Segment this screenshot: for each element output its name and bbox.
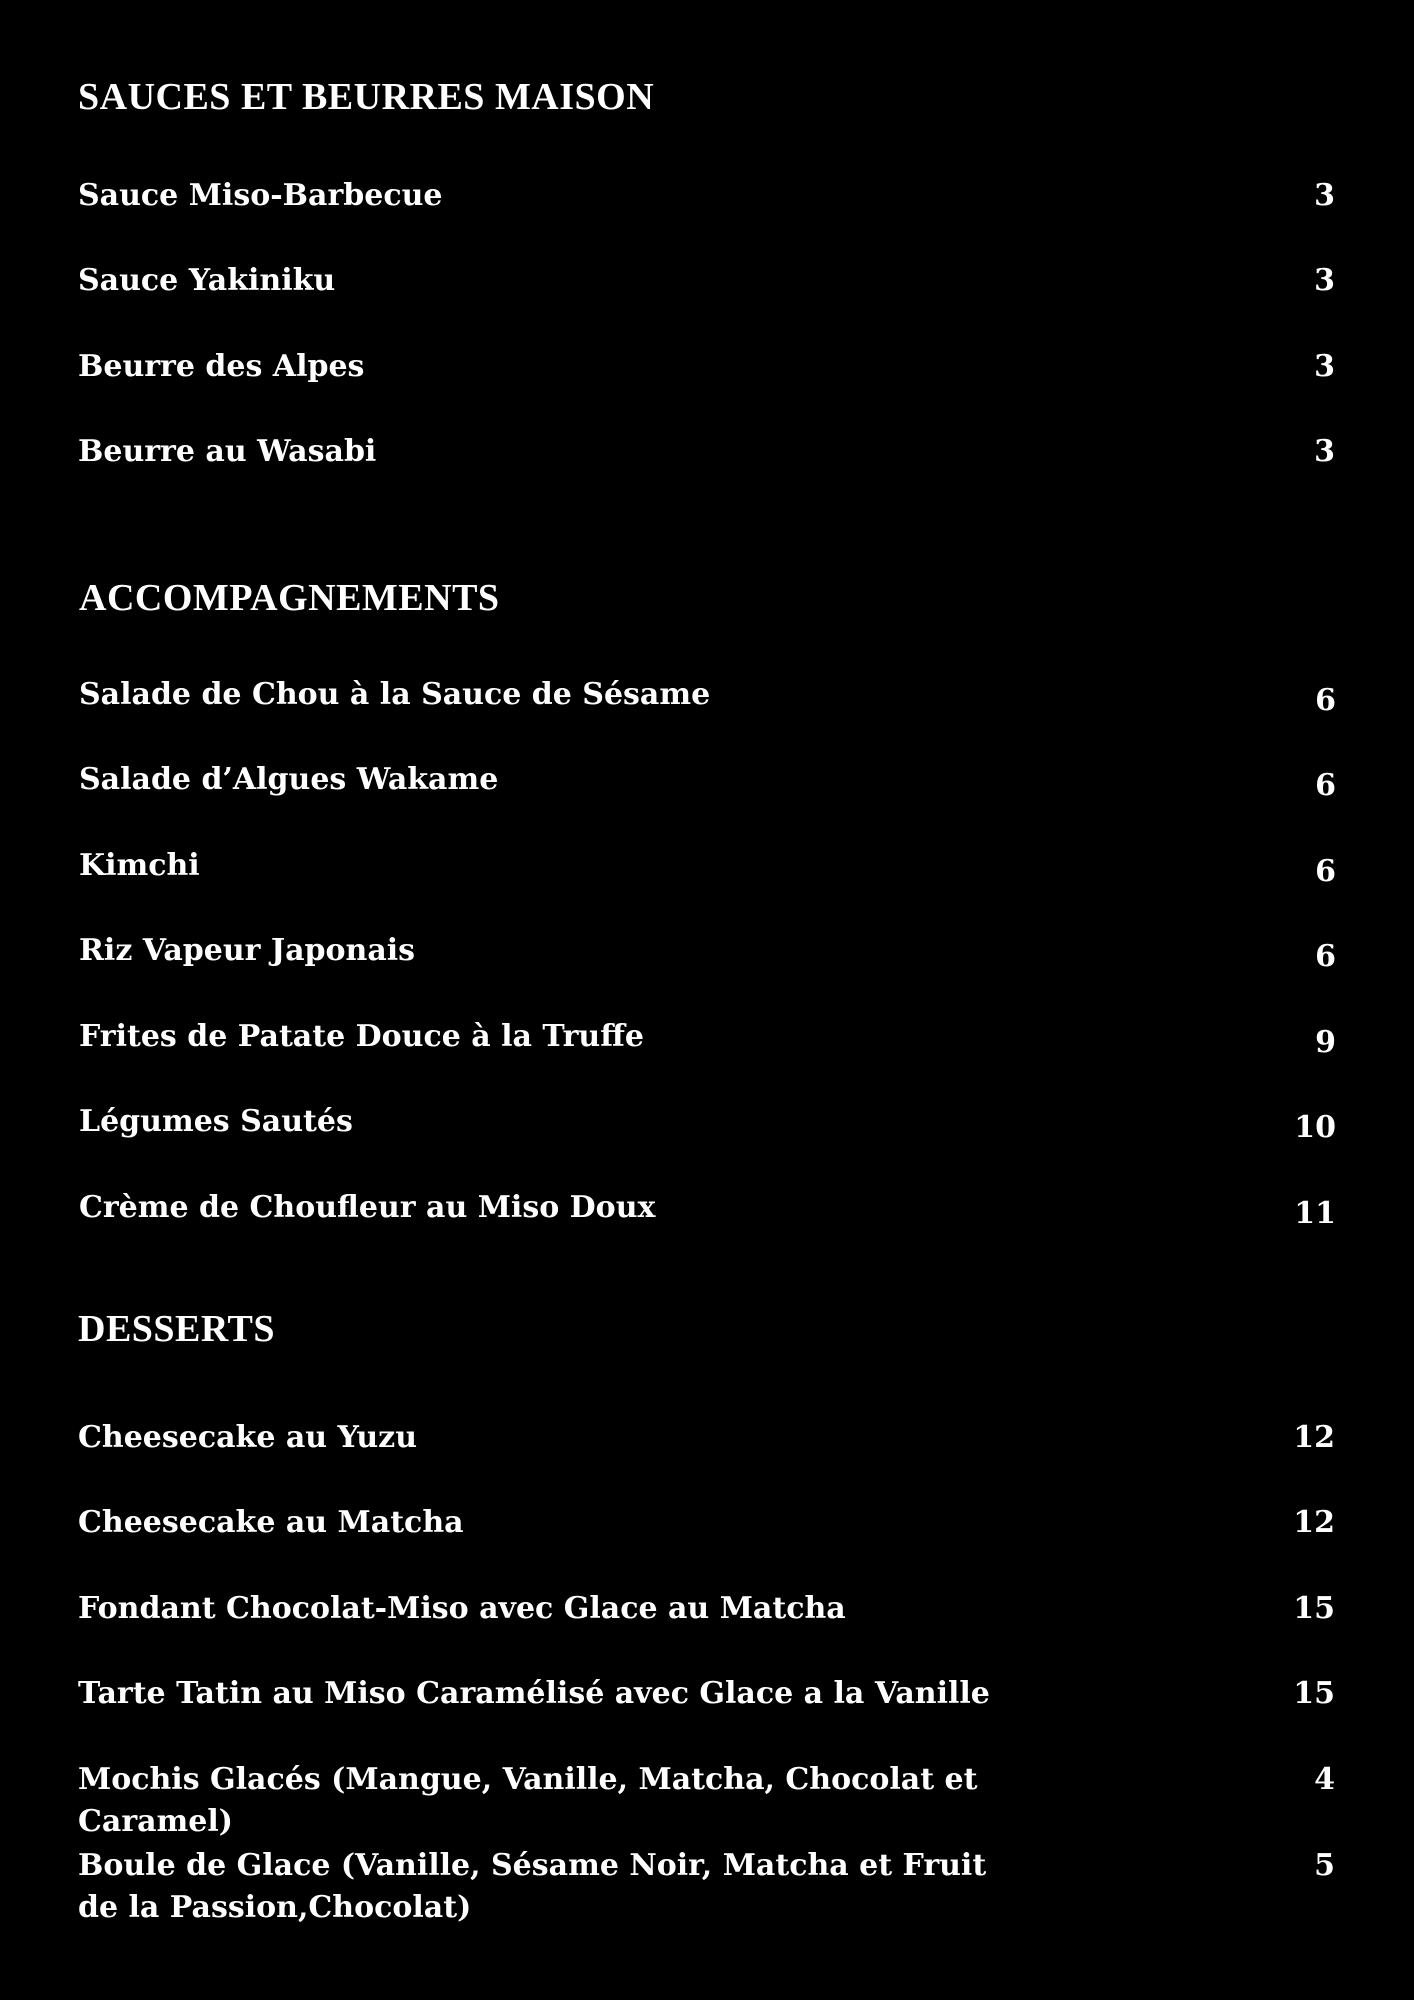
menu-item-price: 12 bbox=[1293, 1420, 1335, 1455]
menu-item-name: Boule de Glace (Vanille, Sésame Noir, Matcha et Fruit de la Passion,Chocolat) bbox=[78, 1848, 987, 1925]
menu-item-price: 15 bbox=[1293, 1676, 1335, 1711]
menu-item-price: 9 bbox=[1315, 1025, 1336, 1060]
section-title-accompagnements: ACCOMPAGNEMENTS bbox=[79, 577, 500, 619]
menu-item-price: 3 bbox=[1314, 349, 1335, 384]
menu-item-name: Riz Vapeur Japonais bbox=[79, 933, 416, 968]
menu-item-price: 6 bbox=[1315, 854, 1336, 889]
menu-item-name: Tarte Tatin au Miso Caramélisé avec Glace a la Vanille bbox=[78, 1676, 990, 1711]
menu-item-name: Kimchi bbox=[79, 848, 200, 883]
section-title-desserts: DESSERTS bbox=[78, 1308, 275, 1350]
menu-item-price: 3 bbox=[1314, 263, 1335, 298]
menu-item bbox=[78, 1588, 1335, 1630]
menu-item bbox=[78, 175, 1335, 217]
menu-item bbox=[78, 1502, 1335, 1544]
menu-item-price: 11 bbox=[1294, 1196, 1336, 1231]
menu-item bbox=[78, 1673, 1335, 1715]
menu-item bbox=[78, 1845, 1335, 1929]
menu-item-price: 6 bbox=[1315, 939, 1336, 974]
menu-item-name: Cheesecake au Matcha bbox=[78, 1505, 464, 1540]
menu-item bbox=[78, 1759, 1335, 1843]
menu-item-price: 12 bbox=[1293, 1505, 1335, 1540]
menu-item-name: Mochis Glacés (Mangue, Vanille, Matcha, Chocolat et Caramel) bbox=[78, 1762, 978, 1839]
menu-item-price: 5 bbox=[1314, 1848, 1335, 1883]
menu-item-price: 6 bbox=[1315, 768, 1336, 803]
menu-item bbox=[78, 1417, 1335, 1459]
menu-item-price: 10 bbox=[1294, 1110, 1336, 1145]
menu-item-name: Légumes Sautés bbox=[79, 1104, 353, 1139]
menu-item-name: Frites de Patate Douce à la Truffe bbox=[79, 1019, 644, 1054]
menu-item-name: Beurre des Alpes bbox=[78, 349, 365, 384]
section-title-sauces: SAUCES ET BEURRES MAISON bbox=[78, 76, 655, 118]
menu-item-price: 4 bbox=[1314, 1762, 1335, 1797]
menu-item-price: 6 bbox=[1315, 683, 1336, 718]
menu-item bbox=[79, 845, 1336, 887]
menu-item-name: Beurre au Wasabi bbox=[78, 434, 377, 469]
menu-item bbox=[78, 431, 1335, 473]
menu-item-price: 3 bbox=[1314, 434, 1335, 469]
menu-item bbox=[79, 1187, 1336, 1229]
menu-item bbox=[79, 674, 1336, 716]
menu-item bbox=[79, 930, 1336, 972]
menu-item bbox=[79, 1016, 1336, 1058]
menu-item-price: 3 bbox=[1314, 178, 1335, 213]
menu-item-name: Sauce Yakiniku bbox=[78, 263, 336, 298]
menu-item-name: Fondant Chocolat-Miso avec Glace au Matcha bbox=[78, 1591, 846, 1626]
menu-item bbox=[79, 759, 1336, 801]
menu-item-name: Salade d’Algues Wakame bbox=[79, 762, 499, 797]
menu-item-name: Cheesecake au Yuzu bbox=[78, 1420, 418, 1455]
menu-item-price: 15 bbox=[1293, 1591, 1335, 1626]
menu-item bbox=[78, 260, 1335, 302]
menu-item-name: Sauce Miso-Barbecue bbox=[78, 178, 443, 213]
menu-item-name: Salade de Chou à la Sauce de Sésame bbox=[79, 677, 711, 712]
menu-item bbox=[79, 1101, 1336, 1143]
menu-item bbox=[78, 346, 1335, 388]
menu-item-name: Crème de Choufleur au Miso Doux bbox=[79, 1190, 656, 1225]
